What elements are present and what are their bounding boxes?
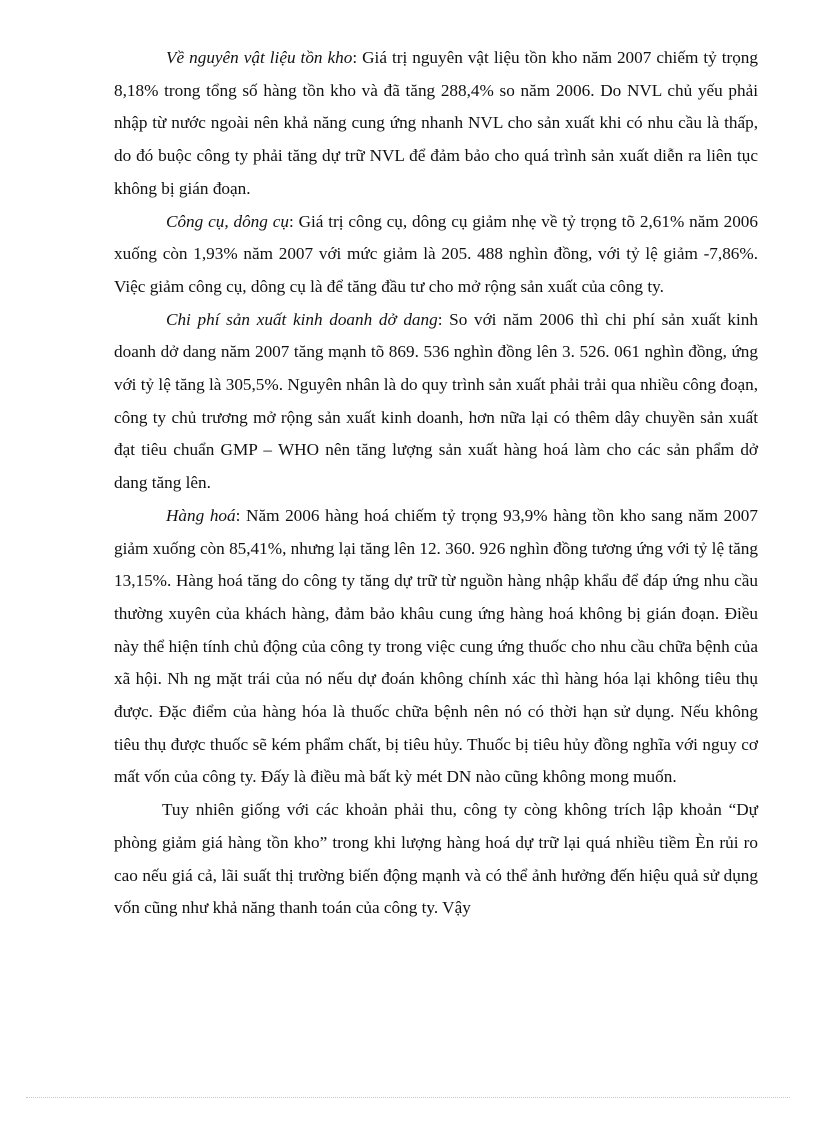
paragraph-text: So với năm 2006 thì chi phí sản xuất kinh doanh dở dang năm 2007 tăng mạnh tõ 869. 536 nghìn đồng lên 3. 526. 061 nghìn đồng, ứng với tỷ lệ tăng là 305,5%. Nguyên nhân là do quy trình sản xuất phải trải qua nhiều công đoạn, công ty chủ trương mở rộng sản xuất kinh doanh, hơn nữa lại có thêm dây chuyền sản xuất đạt tiêu chuẩn GMP – WHO nên tăng lượng sản xuất hàng hoá làm cho các sản phẩm dở dang tăng lên. (114, 309, 758, 493)
paragraph-lead: Chi phí sản xuất kinh doanh dở dang (166, 309, 438, 329)
paragraph-separator: : (288, 211, 299, 231)
paragraph-text: Năm 2006 hàng hoá chiếm tỷ trọng 93,9% hàng tồn kho sang năm 2007 giảm xuống còn 85,41%, nhưng lại tăng lên 12. 360. 926 nghìn đồng tương ứng với tỷ lệ tăng 13,15%. Hàng hoá tăng do công ty tăng dự trữ từ nguồn hàng nhập khẩu để đáp ứng nhu cầu thường xuyên của khách hàng, đảm bảo khâu cung ứng hàng hoá không bị gián đoạn. Điều này thể hiện tính chủ động của công ty trong việc cung ứng thuốc cho nhu cầu chữa bệnh của xã hội. Nh ng mặt trái của nó nếu dự đoán không chính xác thì hàng hóa lại không tiêu thụ được. Đặc điểm của hàng hóa là thuốc chữa bệnh nên nó có thời hạn sử dụng. Nếu không tiêu thụ được thuốc sẽ kém phẩm chất, bị tiêu hủy. Thuốc bị tiêu hủy đồng nghĩa với nguy cơ mất vốn của công ty. Đấy là điều mà bất kỳ mét DN nào cũng không mong muốn. (114, 505, 758, 787)
paragraph-hang-hoa (114, 500, 758, 794)
paragraph-cong-cu (114, 206, 758, 304)
paragraph-nguyen-vat-lieu (114, 42, 758, 206)
paragraph-separator: : (352, 48, 363, 67)
paragraph-separator: : (437, 309, 450, 329)
paragraph-text: Giá trị công cụ, dông cụ giảm nhẹ về tỷ trọng tõ 2,61% năm 2006 xuống còn 1,93% năm 2007 với mức giảm là 205. 488 nghìn đồng, với tỷ lệ giảm -7,86%. Việc giảm công cụ, dông cụ là để tăng đầu tư cho mở rộng sản xuất của công ty. (114, 211, 758, 296)
paragraph-chi-phi-do-dang (114, 304, 758, 500)
page-bottom-rule (26, 1097, 790, 1098)
paragraph-lead: Về nguyên vật liệu tồn kho (166, 48, 353, 67)
paragraph-text: Tuy nhiên giống với các khoản phải thu, công ty còng không trích lập khoản “Dự phòng giảm giá hàng tồn kho” trong khi lượng hàng hoá dự trữ lại quá nhiều tiềm Èn rủi ro cao nếu giá cả, lãi suất thị trường biến động mạnh và có thể ảnh hưởng đến hiệu quả sử dụng vốn cũng như khả năng thanh toán của công ty. Vậy (114, 800, 758, 918)
paragraph-separator: : (235, 505, 247, 525)
paragraph-text: Giá trị nguyên vật liệu tồn kho năm 2007 chiếm tỷ trọng 8,18% trong tổng số hàng tồn kho và đã tăng 288,4% so năm 2006. Do NVL chủ yếu phải nhập từ nước ngoài nên khả năng cung ứng nhanh NVL cho sản xuất khi có nhu cầu là thấp, do đó buộc công ty phải tăng dự trữ NVL để đảm bảo cho quá trình sản xuất diễn ra liên tục không bị gián đoạn. (114, 48, 758, 198)
paragraph-du-phong (114, 794, 758, 925)
paragraph-lead: Hàng hoá (166, 505, 236, 525)
document-body (114, 42, 758, 925)
paragraph-lead: Công cụ, dông cụ (166, 211, 289, 231)
